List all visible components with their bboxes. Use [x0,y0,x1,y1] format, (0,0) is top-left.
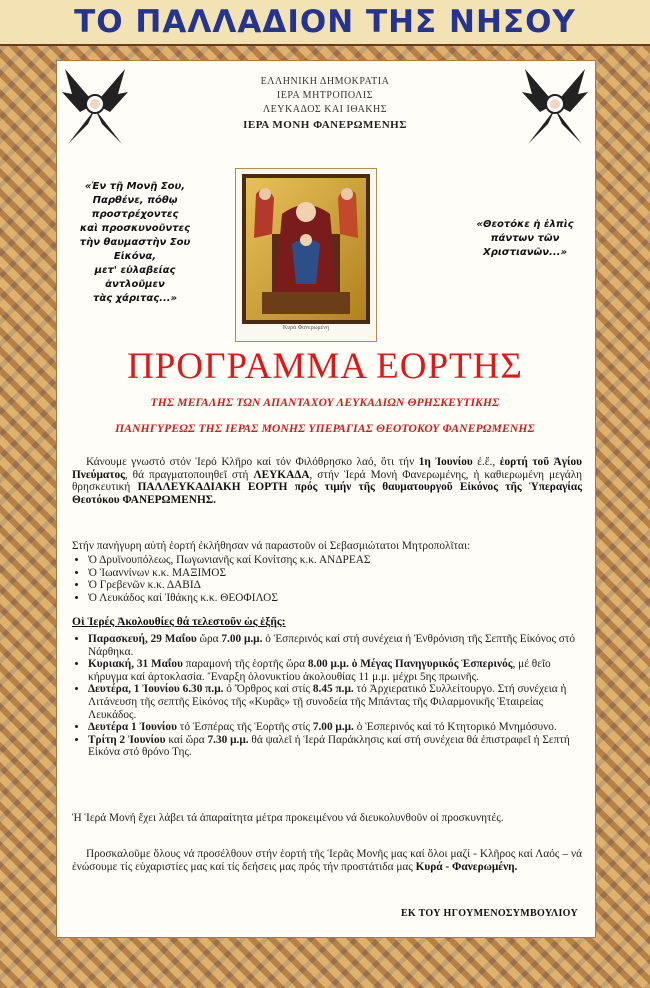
subtitle-line1: ΤΗΣ ΜΕΓΑΛΗΣ ΤΩΝ ΑΠΑΝΤΑΧΟΥ ΛΕΥΚΑΔΙΩΝ ΘΡΗΣΚΕΥΤΙΚΗΣ [150,397,500,409]
intro-text: ἐ.ἔ., [477,456,496,468]
theotokos-icon-frame [235,168,377,342]
services-heading: Οἱ Ἱερές Ἀκολουθίες θά τελεστοῦν ὡς ἑξῆς: [72,616,286,628]
theotokos-icon [242,174,370,324]
intro-text: , θά πραγματοποιηθεῖ στή [124,468,249,481]
service-text: ὁ Ἑσπερινός καί στή συνέχεια ἡ Ἐνθρόνιση τῆς Σεπτῆς Εἰκόνος στό Νάρθηκα. [88,633,576,658]
service-text: , μέ θεῖο κήρυγμα καί ἀρτοκλασία. Ἔναρξη ὁλονυκτίου ἀκολουθίας 11 μ.μ. μέχρι 5ης πρωινῆς. [88,658,551,683]
services-list [70,633,580,759]
metropolitan-item: • Ὁ Λευκάδος καί Ἰθάκης κ.κ. ΘΕΟΦΙΛΟΣ [88,592,580,605]
quote-left-line: τὰς χάριτας...» [92,293,178,304]
service-day: Τρίτη 2 Ἰουνίου [88,733,166,746]
icon-caption: Κυρά Φανερωμένη [282,325,330,331]
service-text: ὁ Ἑσπερινός καί τό Κτητορικό Μνημόσυνο. [353,721,557,734]
quote-left-line: μετ' εὐλαβείας [94,265,176,276]
quote-left-line: Εἰκόνα, [113,251,157,262]
quote-left [60,180,210,306]
intro-feast: ἑορτή τοῦ Ἁγίου Πνεύματος [72,456,583,481]
header-line2: ΙΕΡΑ ΜΗΤΡΟΠΟΛΙΣ [276,90,374,101]
quote-right-line: Χριστιανῶν...» [483,247,567,258]
signature: ΕΚ ΤΟΥ ΗΓΟΥΜΕΝΟΣΥΜΒΟΥΛΙΟΥ [400,908,578,919]
metropolitans-intro: Στήν πανήγυρη αὐτή ἑορτή ἐκλήθησαν νά παραστοῦν οἱ Σεβασμιώτατοι Μητροπολῖται: [72,540,471,552]
closing-text: Προσκαλοῦμε ὅλους νά προσέλθουν στήν ἑορτή τῆς Ἱερᾶς Μονῆς μας καί ὅλοι μαζί - Κλῆρος καί Λαός – νά ἐνώσουμε τίς εὐχαριστίες μας καί τίς δεήσεις μας πρός τήν προστάτιδα μας [72,848,582,873]
service-text: ὁ Ὄρθρος καί στίς [223,683,313,696]
intro-date: 1η Ἰουνίου [418,456,473,468]
service-item [88,734,580,759]
intro-event: ΠΑΛΛΕΥΚΑΔΙΑΚΗ ΕΟΡΤΗ πρός τιμήν τῆς θαυματουργοῦ Εἰκόνος τῆς [137,481,522,494]
header-line3: ΛΕΥΚΑΔΟΣ ΚΑΙ ΙΘΑΚΗΣ [262,104,388,115]
service-day: Κυριακή, 31 Μαΐου [88,658,183,671]
service-item [88,721,580,734]
quote-left-line: ἀντλοῦμεν [105,279,165,290]
service-day: Δευτέρα 1 Ἰουνίου [88,721,177,734]
seraph-right-icon [520,64,590,150]
quote-left-line: τὴν θαυμαστὴν Σου [79,237,191,248]
metropolitan-item: • Ὁ Γρεβενῶν κ.κ. ΔΑΒΙΔ [88,579,580,592]
service-time: 8.45 π.μ. [312,683,354,696]
service-item [88,683,580,721]
service-text: παραμονή τῆς ἑορτῆς ὥρα [182,658,308,671]
intro-text: , στήν Ἱερά Μονή Φανερωμένης, ἡ καθιερωμένη μεγάλη θρησκευτική [72,468,583,494]
page-title: ΠΡΟΓΡΑΜΜΑ ΕΟΡΤΗΣ [127,346,523,387]
quote-right [455,218,595,260]
metropolitan-item: • Ὁ Δρυϊνουπόλεως, Πωγωνιανῆς καί Κονίτσης κ.κ. ΑΝΔΡΕΑΣ [88,554,580,567]
service-text: θά ψαλεῖ ἡ Ἱερά Παράκλησις καί στή συνέχεια θά ἐπιστραφεῖ ἡ Σεπτή Εἰκόνα στό θρόνο Της. [88,733,570,759]
intro-place: ΛΕΥΚΑΔΑ [253,468,310,481]
quote-left-line: καὶ προσκυνοῦντες [79,223,191,234]
service-time: 7.00 μ.μ. [312,721,354,734]
quote-left-line: «Ἐν τῇ Μονῇ Σου, [84,181,186,192]
intro-paragraph [72,456,582,506]
measures-paragraph: Ἡ Ἱερά Μονή ἔχει λάβει τά ἀπαραίτητα μέτρα προκειμένου νά διευκολυνθοῦν οἱ προσκυνητές. [72,812,504,824]
header-line1: ΕΛΛΗΝΙΚΗ ΔΗΜΟΚΡΑΤΙΑ [260,76,390,87]
service-day: Παρασκευή, 29 Μαΐου [88,633,197,645]
quote-right-line: «Θεοτόκε ἡ ἐλπὶς [476,219,574,230]
service-text: καί ὥρα [165,733,208,746]
service-item [88,658,580,683]
quote-left-line: προστρέχοντες [91,209,179,220]
closing-paragraph [72,848,582,873]
intro-text: Κάνουμε γνωστό στόν Ἱερό Κλῆρο καί τόν Φιλόθρησκο λαό, ὅτι τήν [86,456,415,468]
service-text: ὥρα [196,633,222,645]
banner-title: ΤΟ ΠΑΛΛΑΔΙΟΝ ΤΗΣ ΝΗΣΟΥ [74,4,576,40]
service-time: 8.00 μ.μ. ὁ Μέγας Πανηγυρικός Ἑσπερινός [307,658,513,671]
header-block [200,75,450,132]
service-day: Δευτέρα, 1 Ἰουνίου 6.30 π.μ. [88,683,224,696]
service-item [88,633,580,658]
service-text: τό Ἀρχιερατικό Συλλείτουργο. Στή συνέχεια ἡ Λιτάνευση τῆς σεπτῆς Εἰκόνος τῆς «Κυρᾶς» τῇ συνοδεία τῆς Μπάντας τῆς Φιλαρμονικῆς Ἑταιρείας Λευκάδος. [88,683,567,721]
quote-left-line: Παρθένε, πόθῳ [92,195,178,206]
quote-right-line: πάντων τῶν [490,233,560,244]
metropolitans-list [70,554,580,604]
service-time: 7.30 μ.μ. [207,733,249,746]
intro-event-2: Ὑπεραγίας Θεοτόκου ΦΑΝΕΡΩΜΕΝΗΣ. [72,481,582,506]
header-monastery: ΙΕΡΑ ΜΟΝΗ ΦΑΝΕΡΩΜΕΝΗΣ [243,119,407,131]
service-time: 7.00 μ.μ. [221,633,263,645]
subtitle-line2: ΠΑΝΗΓΥΡΕΩΣ ΤΗΣ ΙΕΡΑΣ ΜΟΝΗΣ ΥΠΕΡΑΓΙΑΣ ΘΕΟΤΟΚΟΥ ΦΑΝΕΡΩΜΕΝΗΣ [115,423,535,435]
closing-bold: Κυρά - Φανερωμένη. [415,860,518,873]
top-banner [0,0,650,46]
metropolitan-item: • Ὁ Ἰωαννίνων κ.κ. ΜΑΞΙΜΟΣ [88,567,580,580]
seraph-left-icon [60,64,130,150]
service-text: τό Ἑσπέρας τῆς Ἑορτῆς στίς [176,721,313,734]
